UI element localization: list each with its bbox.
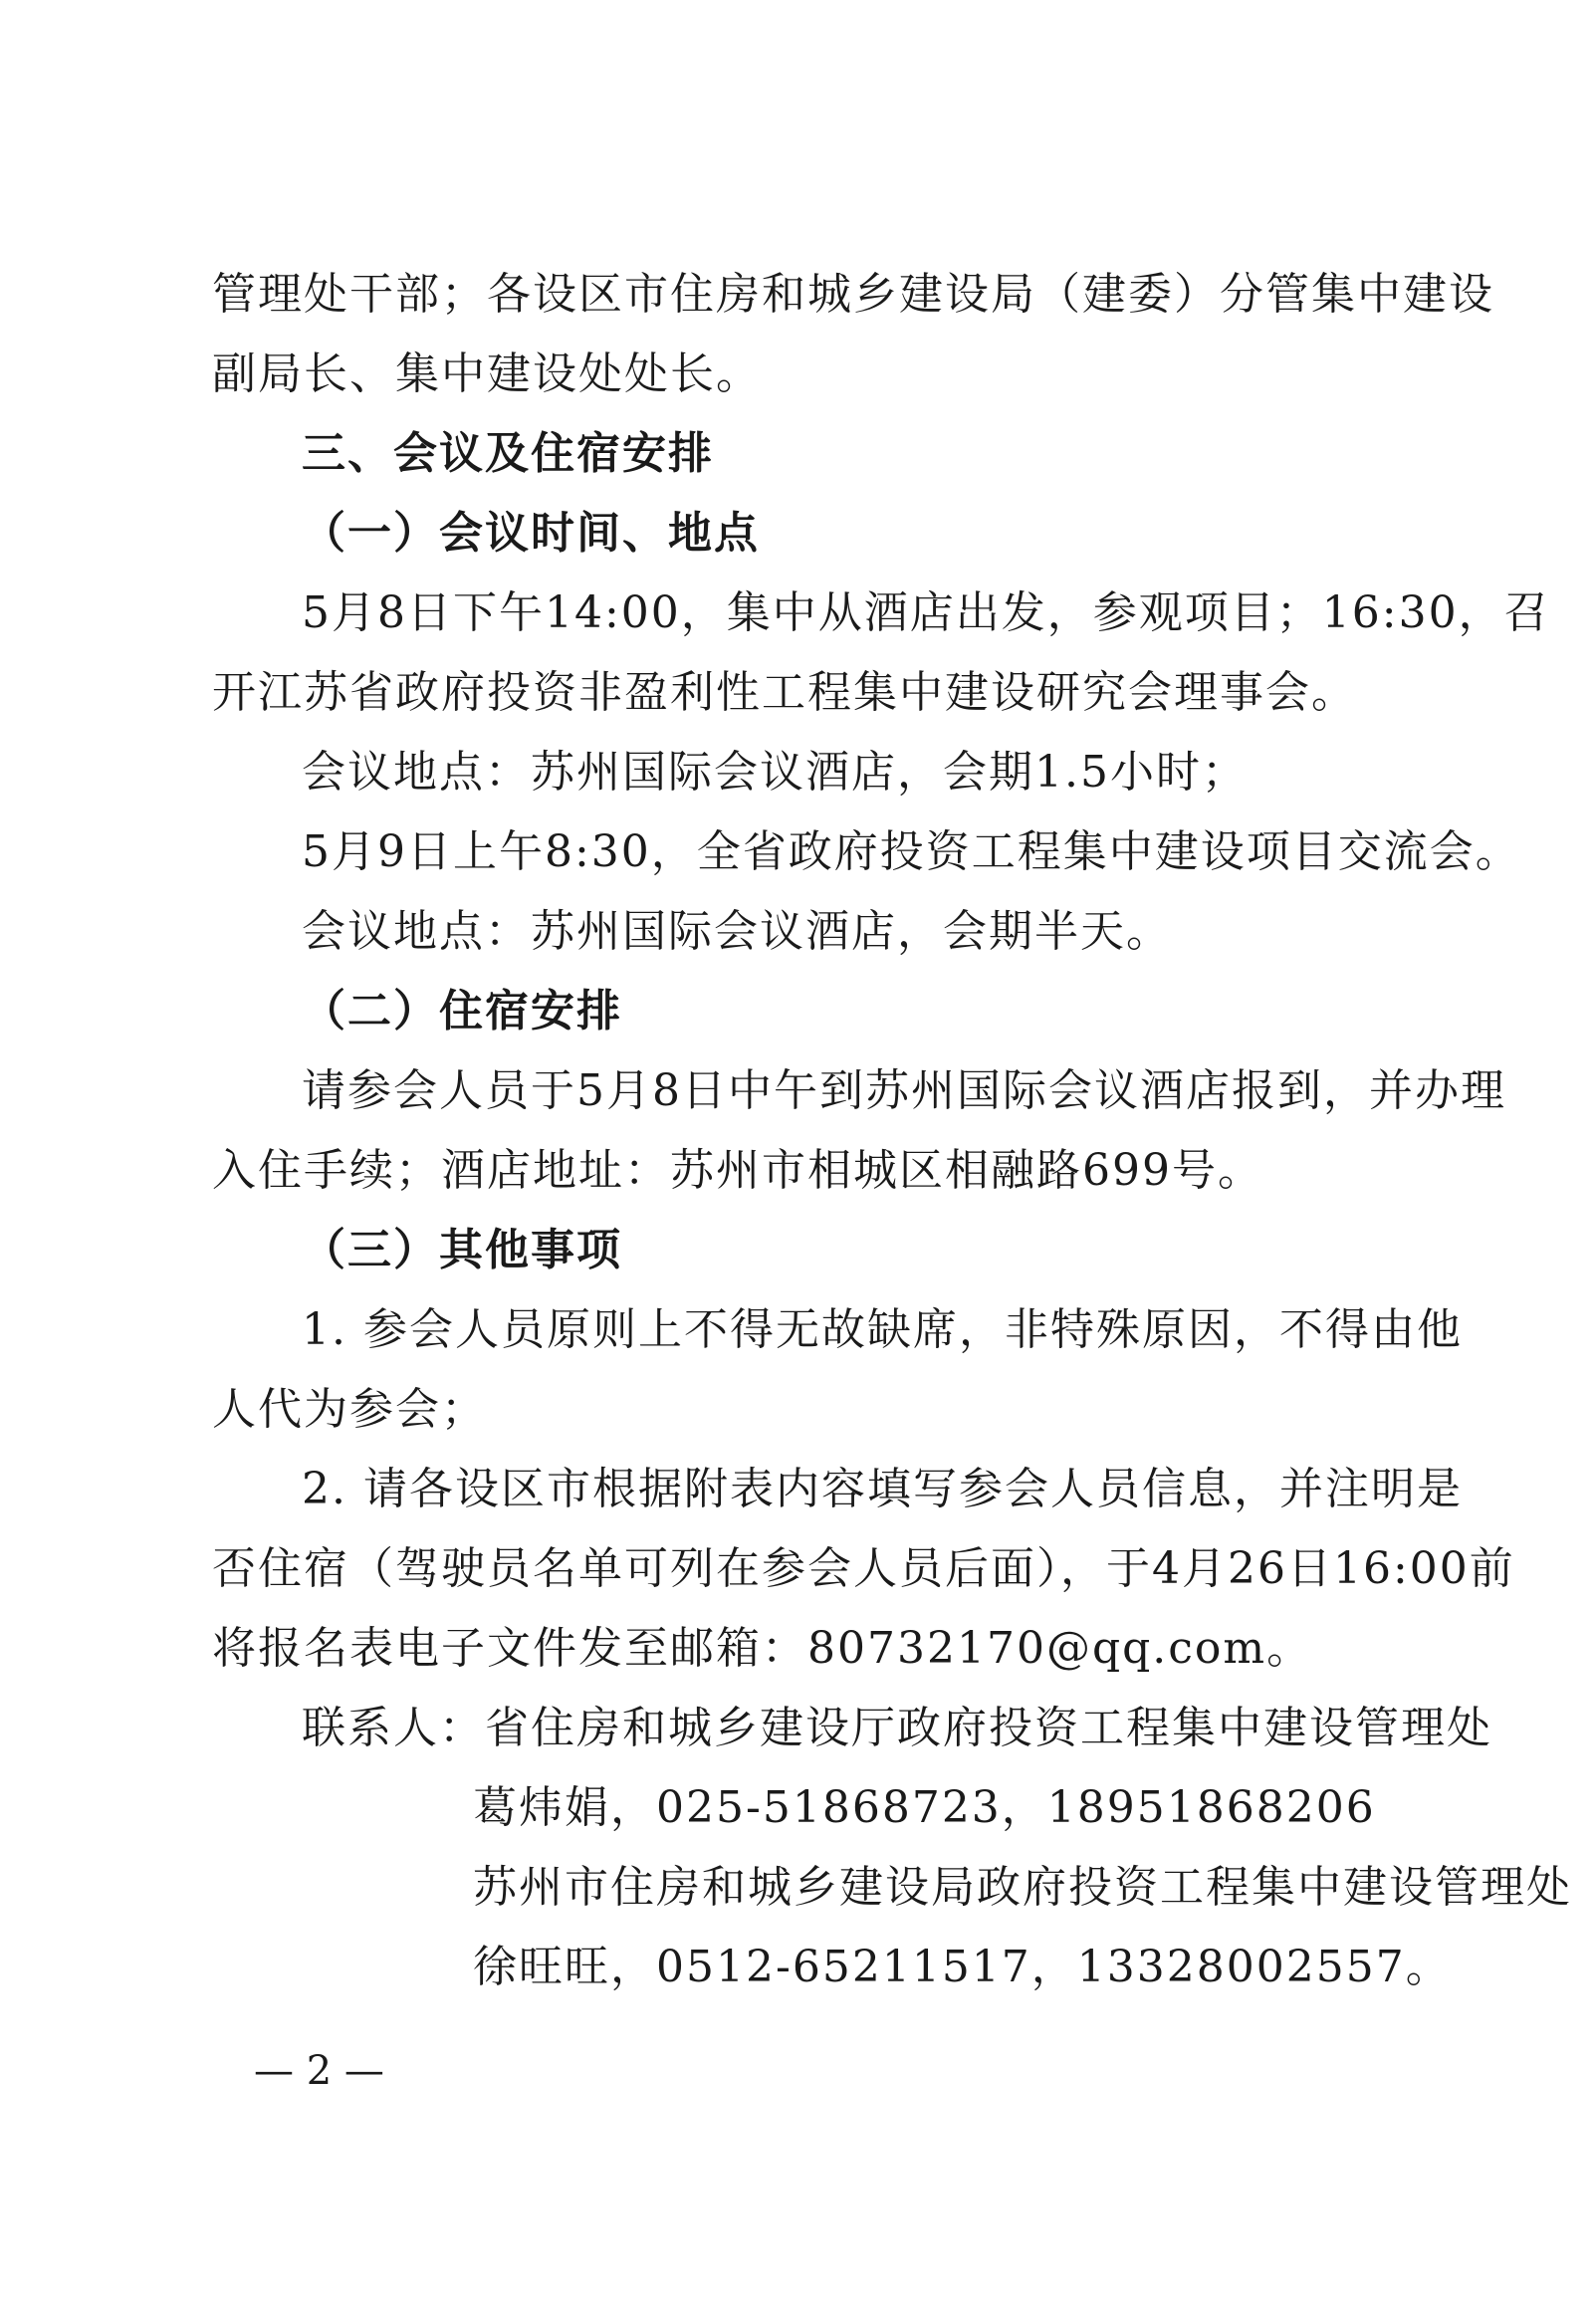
paragraph-line: 会议地点：苏州国际会议酒店，会期半天。 <box>302 906 1172 957</box>
paragraph-line: 1. 参会人员原则上不得无故缺席，非特殊原因，不得由他 <box>302 1304 1463 1355</box>
contact-line: 徐旺旺，0512-65211517，13328002557。 <box>473 1942 1452 1992</box>
paragraph-line: 副局长、集中建设处处长。 <box>212 348 762 399</box>
subsection-heading: （三）其他事项 <box>302 1225 622 1275</box>
paragraph-line: 人代为参会； <box>212 1384 487 1435</box>
paragraph-line: 5月9日上午8:30，全省政府投资工程集中建设项目交流会。 <box>302 826 1521 877</box>
paragraph-line: 否住宿（驾驶员名单可列在参会人员后面），于4月26日16:00前 <box>212 1543 1515 1594</box>
subsection-heading: （二）住宿安排 <box>302 986 622 1037</box>
contact-line: 葛炜娟，025-51868723，18951868206 <box>473 1782 1376 1833</box>
paragraph-line: 请参会人员于5月8日中午到苏州国际会议酒店报到，并办理 <box>302 1065 1506 1116</box>
contact-line: 苏州市住房和城乡建设局政府投资工程集中建设管理处 <box>473 1862 1572 1913</box>
paragraph-line: 2. 请各设区市根据附表内容填写参会人员信息，并注明是 <box>302 1464 1463 1514</box>
paragraph-line: 5月8日下午14:00，集中从酒店出发，参观项目；16:30，召 <box>302 587 1550 638</box>
paragraph-line: 开江苏省政府投资非盈利性工程集中建设研究会理事会。 <box>212 667 1357 718</box>
page-number: — 2 — <box>254 2048 384 2094</box>
paragraph-line: 将报名表电子文件发至邮箱：80732170@qq.com。 <box>212 1623 1313 1674</box>
subsection-heading: （一）会议时间、地点 <box>302 508 760 559</box>
paragraph-line: 会议地点：苏州国际会议酒店，会期1.5小时； <box>302 747 1248 798</box>
paragraph-line: 管理处干部；各设区市住房和城乡建设局（建委）分管集中建设 <box>212 269 1494 320</box>
paragraph-line: 入住手续；酒店地址：苏州市相城区相融路699号。 <box>212 1145 1263 1196</box>
section-heading: 三、会议及住宿安排 <box>302 428 714 479</box>
contact-line: 联系人：省住房和城乡建设厅政府投资工程集中建设管理处 <box>302 1703 1492 1753</box>
